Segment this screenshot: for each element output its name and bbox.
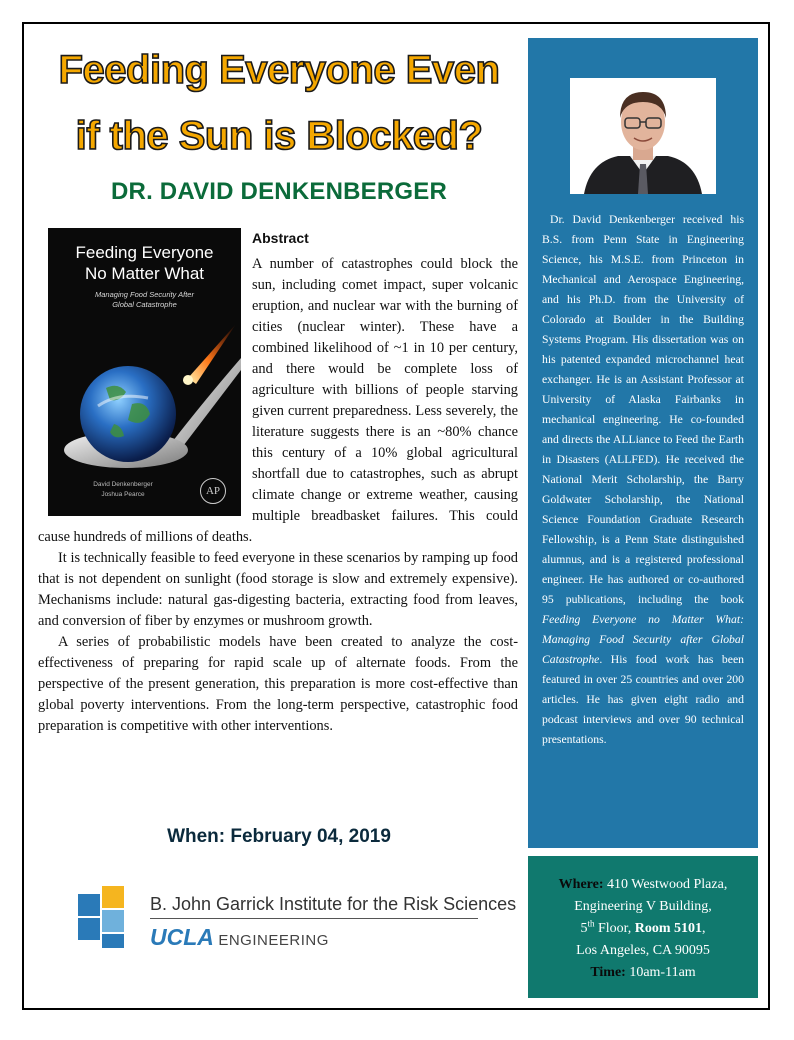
book-cover-subtitle: Managing Food Security After Global Catastrophe <box>95 290 194 309</box>
ucla-engineering-wordmark: UCLA ENGINEERING <box>150 924 329 950</box>
time-value: 10am-11am <box>625 965 696 980</box>
speaker-bio: Dr. David Denkenberger received his B.S. from Penn State in Engineering Science, his M.S.E. from Princeton in Mechanical and Aerospace Engineering, and his Ph.D. from the University of Colorado at Boulder in the Building Systems Program. His dissertation was on his patented expanded microchannel heat exchanger. He is an Assistant Professor at University of Alaska Fairbanks in mechanical engineering. He co-founded and directs the ALLiance to Feed the Earth in Disasters (ALLFED). He received the National Merit Scholarship, the Barry Goldwater Scholarship, the National Science Foundation Graduate Research Fellowship, is a Penn State distinguished alumnus, and is a registered professional engineer. He has authored or co-authored 95 publications, including the book Feeding Everyone no Matter What: Managing Food Security after Global Catastrophe. His food work has been featured in over 25 countries and over 200 articles. He has given eight radio and podcast interviews and over 90 technical presentations. <box>542 213 744 746</box>
speaker-name: DR. DAVID DENKENBERGER <box>111 178 447 205</box>
location-panel <box>528 856 758 998</box>
event-title-line1: Feeding Everyone Even <box>58 48 500 92</box>
speaker-bio-panel <box>528 38 758 848</box>
event-date: When: February 04, 2019 <box>167 826 391 847</box>
where-label: Where: <box>558 877 604 892</box>
institute-name: B. John Garrick Institute for the Risk Sciences <box>150 894 517 914</box>
book-cover-title: Feeding Everyone No Matter What <box>75 243 214 283</box>
logo-square-2 <box>102 886 124 908</box>
speaker-portrait-image <box>570 78 716 194</box>
logo-square-1 <box>78 894 100 916</box>
time-label: Time: <box>590 965 626 980</box>
abstract-body <box>38 254 518 737</box>
logo-divider <box>150 918 478 919</box>
logo-square-4 <box>102 910 124 932</box>
speaker-photo <box>570 78 716 194</box>
logo-square-5 <box>102 934 124 948</box>
abstract-paragraph-1: A number of catastrophes could block the sun, including comet impact, super volcanic eruption, and nuclear war with the burning of cities (nuclear winter). These have a combined likelihood of ~1 in 10 per century, and there would be complete loss of agriculture with billions of people starving given current preparedness. Less severely, the literature suggests there is an ~80% chance this century of a 10% global agricultural shortfall due to catastrophes, such as abrupt climate change or extreme weather, causing multiple breadbasket failures. This could cause hundreds of millions of deaths. <box>38 256 518 545</box>
abstract-paragraph-3: A series of probabilistic models have been created to analyze the cost-effectiveness of preparing for rapid scale up of alternate foods. From the perspective of the present generation, this preparation is more cost-effective than global poverty interventions. From the long-term perspective, catastrophic food preparation is competitive with other interventions. <box>38 634 518 734</box>
room-number: Room 5101 <box>634 921 703 936</box>
abstract-paragraph-2: It is technically feasible to feed everyone in these scenarios by ramping up food that is not dependent on sunlight (food storage is slow and extremely expensive). Mechanisms include: natural gas-digesting bacteria, extracting food from leaves, and conversion of fiber by enzymes or mushroom growth. <box>38 550 518 629</box>
garrick-institute-logo <box>78 886 517 950</box>
abstract-heading: Abstract <box>252 230 309 246</box>
book-cover-authors: David Denkenberger Joshua Pearce <box>93 481 153 498</box>
event-title-line2: if the Sun is Blocked? <box>75 114 483 158</box>
bio-book-title: Feeding Everyone no Matter What: Managing Food Security after Global Catastrophe <box>542 613 744 666</box>
logo-square-3 <box>78 918 100 940</box>
publisher-logo: AP <box>200 478 226 504</box>
location-details: Where: 410 Westwood Plaza, Engineering V Building, 5th Floor, Room 5101, Los Angeles, CA 90095 Time: 10am-11am <box>558 877 728 980</box>
